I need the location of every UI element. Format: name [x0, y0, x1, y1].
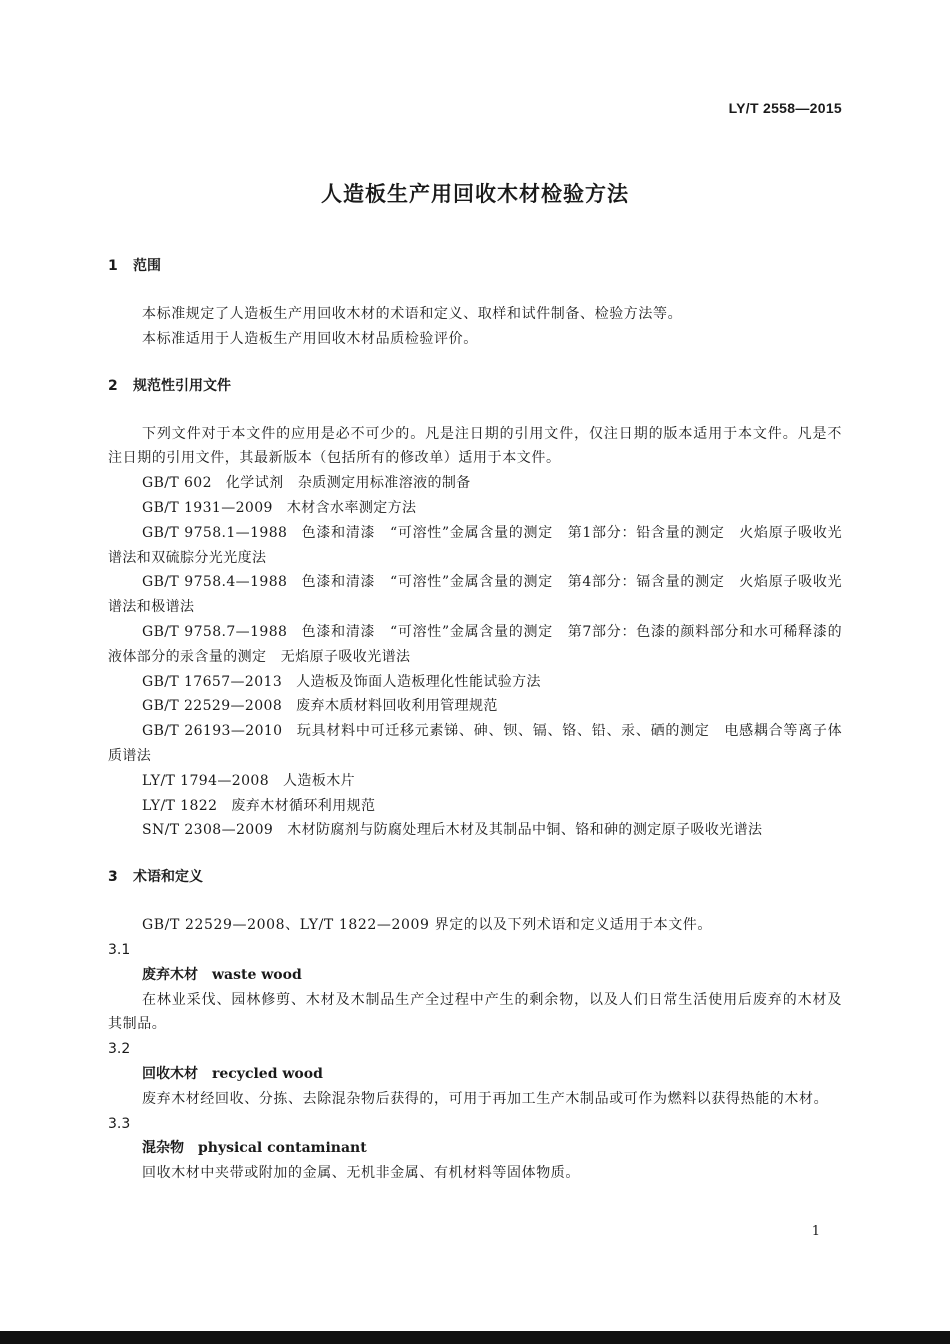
- section-title: 范围: [133, 258, 161, 274]
- reference-title: 色漆和清漆 “可溶性”金属含量的测定 第7部分：色漆的颜料部分和水可稀释漆的液体部分的汞含量的测定 无焰原子吸收光谱法: [108, 623, 843, 665]
- reference-code: GB/T 9758.1—1988: [142, 524, 288, 541]
- reference-item: [108, 694, 842, 719]
- paragraph: GB/T 22529—2008、LY/T 1822—2009 界定的以及下列术语和定义适用于本文件。: [142, 917, 712, 934]
- reference-code: LY/T 1822: [142, 797, 218, 814]
- reference-title: 化学试剂 杂质测定用标准溶液的制备: [225, 475, 471, 492]
- reference-item: [108, 769, 842, 794]
- term-definition: 废弃木材经回收、分拣、去除混杂物后获得的，可用于再加工生产木制品或可作为燃料以获得热能的木材。: [142, 1090, 829, 1107]
- term-heading: [108, 963, 842, 988]
- reference-title: 色漆和清漆 “可溶性”金属含量的测定 第4部分：镉含量的测定 火焰原子吸收光谱法和极谱法: [108, 574, 843, 616]
- term-number: 3.2: [108, 1041, 131, 1058]
- section-heading-scope: [108, 254, 842, 278]
- term-english: recycled wood: [212, 1065, 323, 1082]
- section-heading-terms-definitions: [108, 865, 842, 889]
- page-bottom-bar: [0, 1331, 950, 1344]
- term-chinese: 混杂物: [142, 1140, 184, 1157]
- reference-title: 玩具材料中可迁移元素锑、砷、钡、镉、铬、铅、汞、硒的测定 电感耦合等离子体质谱法: [108, 723, 842, 764]
- reference-code: LY/T 1794—2008: [142, 772, 270, 789]
- page-number: 1: [811, 1224, 820, 1239]
- term-number: 3.3: [108, 1115, 131, 1132]
- reference-item: [108, 471, 842, 496]
- section-heading-normative-references: [108, 374, 842, 398]
- reference-title: 废弃木材循环利用规范: [231, 797, 376, 814]
- term-english: physical contaminant: [198, 1140, 367, 1157]
- reference-code: GB/T 9758.4—1988: [142, 574, 288, 591]
- section-title: 规范性引用文件: [133, 377, 231, 394]
- reference-item: [108, 496, 842, 521]
- paragraph: 本标准适用于人造板生产用回收木材品质检验评价。: [142, 330, 478, 347]
- reference-item: [108, 670, 842, 695]
- reference-item: [108, 818, 842, 843]
- reference-title: 木材含水率测定方法: [286, 499, 417, 516]
- reference-item: [108, 719, 842, 769]
- reference-code: GB/T 9758.7—1988: [142, 623, 288, 640]
- standard-code: LY/T 2558—2015: [728, 100, 842, 116]
- term-chinese: 回收木材: [142, 1065, 198, 1082]
- reference-title: 色漆和清漆 “可溶性”金属含量的测定 第1部分：铅含量的测定 火焰原子吸收光谱法和双硫腙分光光度法: [108, 524, 843, 566]
- reference-title: 人造板木片: [283, 772, 356, 789]
- term-english: waste wood: [212, 966, 302, 983]
- reference-title: 人造板及饰面人造板理化性能试验方法: [296, 673, 541, 690]
- reference-code: GB/T 26193—2010: [142, 723, 283, 740]
- reference-title: 木材防腐剂与防腐处理后木材及其制品中铜、铬和砷的测定原子吸收光谱法: [287, 822, 763, 839]
- document-body: [108, 254, 842, 1186]
- paragraph: 下列文件对于本文件的应用是必不可少的。凡是注日期的引用文件，仅注日期的版本适用于本文件。凡是不注日期的引用文件，其最新版本（包括所有的修改单）适用于本文件。: [108, 425, 842, 467]
- term-heading: [108, 1136, 842, 1161]
- reference-code: GB/T 22529—2008: [142, 698, 283, 715]
- reference-code: GB/T 602: [142, 475, 212, 492]
- reference-item: [108, 521, 842, 571]
- term-number: 3.1: [108, 941, 131, 958]
- section-number: 1: [108, 258, 118, 274]
- reference-code: SN/T 2308—2009: [142, 822, 274, 839]
- term-definition: 在林业采伐、园林修剪、木材及木制品生产全过程中产生的剩余物，以及人们日常生活使用后废弃的木材及其制品。: [108, 991, 842, 1033]
- term-definition: 回收木材中夹带或附加的金属、无机非金属、有机材料等固体物质。: [142, 1165, 580, 1182]
- section-number: 3: [108, 869, 118, 886]
- reference-code: GB/T 1931—2009: [142, 499, 273, 516]
- section-number: 2: [108, 377, 118, 394]
- term-heading: [108, 1062, 842, 1087]
- section-title: 术语和定义: [133, 869, 203, 886]
- reference-title: 废弃木质材料回收利用管理规范: [296, 698, 498, 715]
- reference-item: [108, 570, 842, 620]
- paragraph: 本标准规定了人造板生产用回收木材的术语和定义、取样和试件制备、检验方法等。: [142, 306, 683, 322]
- term-chinese: 废弃木材: [142, 966, 198, 983]
- reference-item: [108, 620, 842, 670]
- reference-item: [108, 794, 842, 819]
- reference-code: GB/T 17657—2013: [142, 673, 283, 690]
- document-title: 人造板生产用回收木材检验方法: [321, 182, 629, 206]
